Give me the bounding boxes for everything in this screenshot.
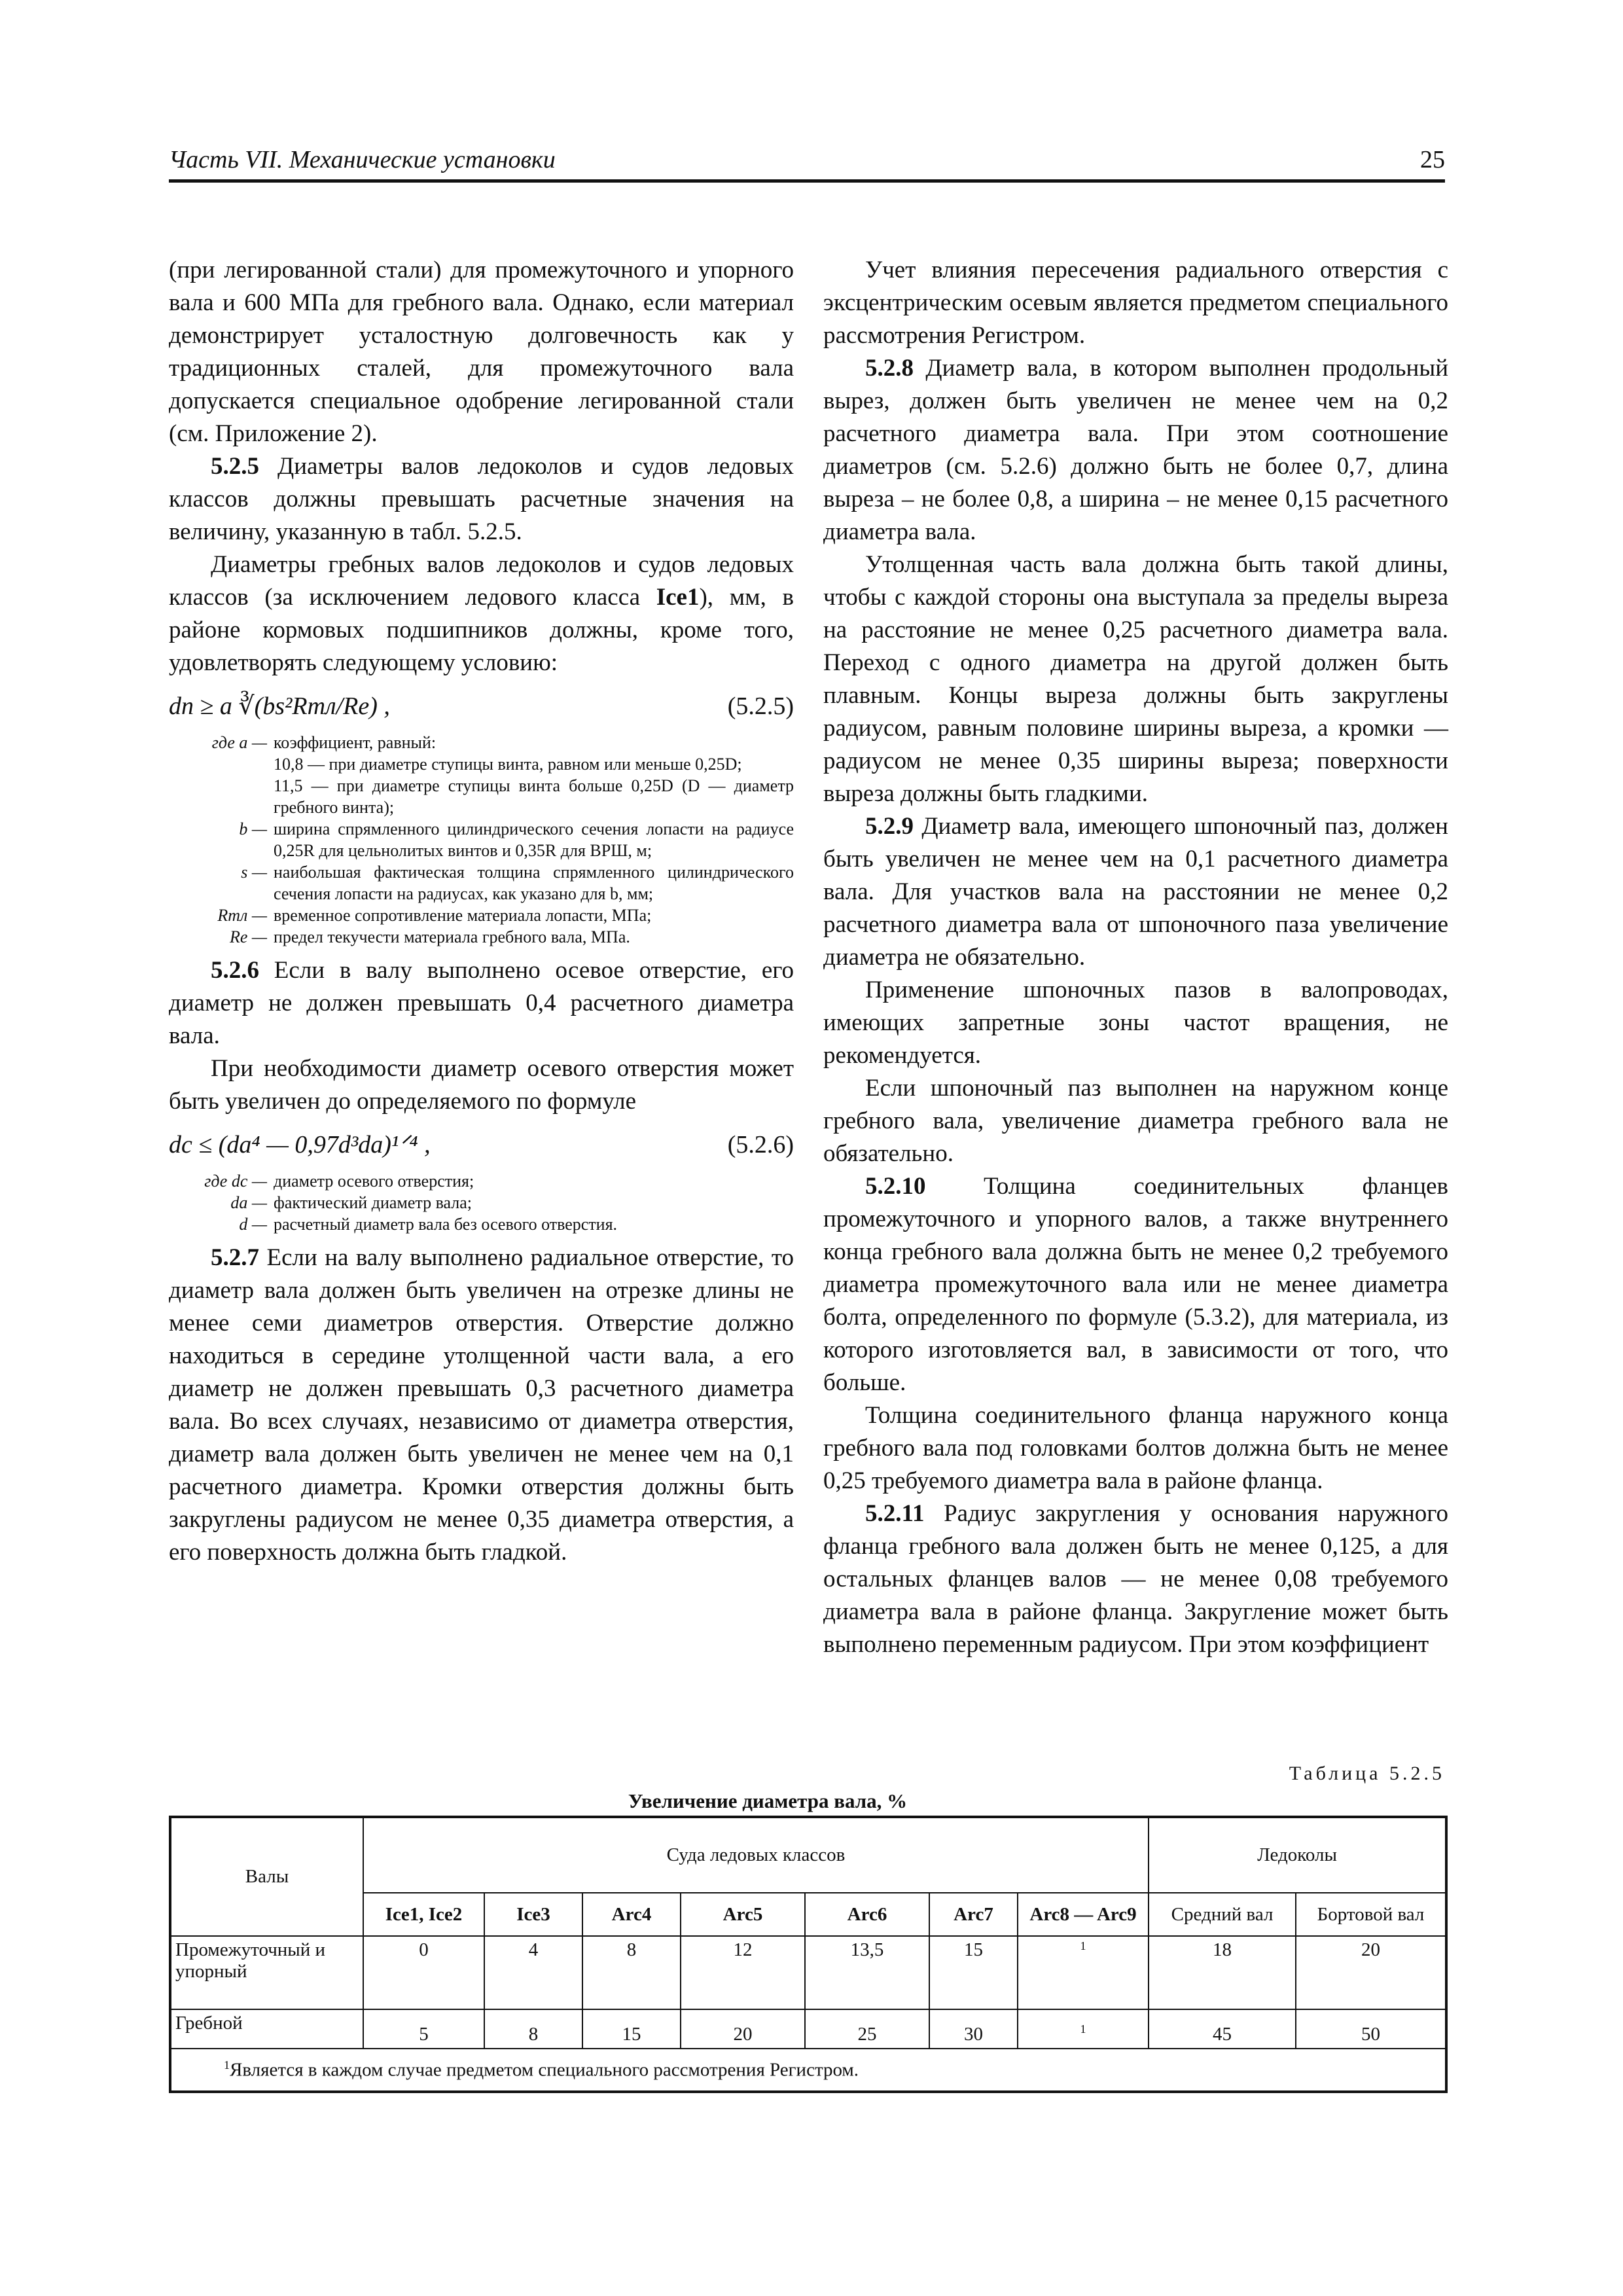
- column-header: Ice3: [484, 1893, 582, 1936]
- group-ice-classes-header: Суда ледовых классов: [363, 1817, 1149, 1893]
- section-number: 5.2.8: [865, 355, 914, 382]
- legend-symbol: Re —: [229, 927, 267, 946]
- legend-text: коэффициент, равный:: [274, 733, 437, 752]
- column-header: Ice1, Ice2: [363, 1893, 484, 1936]
- table-caption: Увеличение диаметра вала, %: [628, 1789, 908, 1812]
- legend-item: [169, 1170, 794, 1192]
- legend-text: временное сопротивление материала лопасти, МПа;: [274, 906, 652, 925]
- table-body: [170, 1936, 1446, 2049]
- paragraph: [169, 548, 794, 679]
- paragraph-text: Диаметры гребных валов ледоколов и судов ледовых классов (за исключением ледового класса: [169, 551, 794, 611]
- table-number: Таблица 5.2.5: [1289, 1763, 1445, 1784]
- page-number: 25: [1420, 146, 1445, 173]
- table-cell: 18: [1149, 1936, 1296, 2009]
- table-cell: 0: [363, 1936, 484, 2009]
- formula-5-2-5: [169, 683, 794, 729]
- legend-item: [169, 1192, 794, 1213]
- footnote-mark: 1: [224, 2058, 230, 2072]
- legend-symbol: Rmл —: [217, 906, 267, 925]
- legend-symbol: b —: [239, 819, 267, 838]
- table-cell: 45: [1149, 2009, 1296, 2049]
- header-title: Часть VII. Механические установки: [169, 146, 556, 173]
- legend-text: расчетный диаметр вала без осевого отверстия.: [274, 1215, 618, 1234]
- legend-item: [169, 926, 794, 948]
- legend-symbol: где a —: [211, 733, 267, 752]
- legend-text: наибольшая фактическая толщина спрямленного цилиндрического сечения лопасти на радиусах, как указано для b, мм;: [274, 863, 794, 903]
- paragraph-5-2-7: [169, 1242, 794, 1569]
- column-header: Arc4: [582, 1893, 681, 1936]
- column-header: Arc8 — Arc9: [1018, 1893, 1149, 1936]
- section-number: 5.2.7: [211, 1244, 259, 1271]
- footnote-text: Является в каждом случае предметом специального рассмотрения Регистром.: [229, 2059, 859, 2081]
- footnote-ref: 1: [1080, 2022, 1086, 2036]
- ice-class-label: Ice1: [656, 584, 700, 611]
- legend-symbol: s —: [241, 863, 267, 882]
- paragraph: Учет влияния пересечения радиального отверстия с эксцентрическим осевым является предметом специального рассмотрения Регистром.: [823, 257, 1448, 349]
- left-column: [169, 254, 794, 1569]
- legend-item: [169, 775, 794, 818]
- row-name: Промежуточный и упорный: [170, 1936, 363, 2009]
- table-row: [170, 2009, 1446, 2049]
- paragraph: Толщина соединительного фланца наружного конца гребного вала под головками болтов должна быть не менее 0,25 требуемого диаметра вала в районе фланца.: [823, 1402, 1448, 1494]
- paragraph: Применение шпоночных пазов в валопроводах, имеющих запретные зоны частот вращения, не рекомендуется.: [823, 977, 1448, 1069]
- table-row: [170, 1936, 1446, 2009]
- table-cell: 30: [929, 2009, 1018, 2049]
- shaft-diameter-table: [169, 1816, 1448, 2093]
- table-cell: 15: [929, 1936, 1018, 2009]
- table-cell: 8: [484, 2009, 582, 2049]
- section-number: 5.2.5: [211, 453, 259, 480]
- paragraph: (при легированной стали) для промежуточного и упорного вала и 600 МПа для гребного вала. Однако, если материал демонстрирует усталостную долговечность как у традиционных сталей, для промежуточного вала допускается специальное одобрение легированной стали (см. Приложение 2).: [169, 257, 794, 447]
- column-header: Arc6: [805, 1893, 929, 1936]
- section-number: 5.2.10: [865, 1173, 926, 1200]
- legend-item: [169, 753, 794, 775]
- legend-item: [169, 1213, 794, 1235]
- legend-item: [169, 861, 794, 905]
- legend-symbol: где dc —: [204, 1172, 267, 1191]
- table-cell: 5: [363, 2009, 484, 2049]
- formula-legend: [169, 732, 794, 948]
- legend-symbol: [169, 753, 274, 775]
- legend-symbol: d —: [239, 1215, 267, 1234]
- legend-text: 10,8 — при диаметре ступицы винта, равном или меньше 0,25D;: [274, 755, 742, 774]
- section-number: 5.2.11: [865, 1500, 925, 1527]
- paragraph-5-2-11: [823, 1498, 1448, 1661]
- formula-legend: [169, 1170, 794, 1235]
- formula-number: (5.2.6): [727, 1131, 794, 1158]
- paragraph-text: ), мм, в районе кормовых подшипников должны, кроме того, удовлетворять следующему условию:: [169, 584, 794, 676]
- paragraph: Утолщенная часть вала должна быть такой длины, чтобы с каждой стороны она выступала за пределы выреза на расстояние не менее 0,25 расчетного диаметра вала. Переход с одного диаметра на другой должен быть плавным. Концы выреза должны быть закруглены радиусом, равным половине ширины выреза, а кромки — радиусом не менее 0,35 ширины выреза; поверхности выреза должны быть гладкими.: [823, 551, 1448, 807]
- paragraph-text: Если на валу выполнено радиальное отверстие, то диаметр вала должен быть увеличен на отрезке длины не менее семи диаметров отверстия. Отверстие должно находиться в середине утолщенной части вала, а его диаметр не должен превышать 0,3 расчетного диаметра вала. Во всех случаях, независимо от диаметра отверстия, диаметр вала должен быть увеличен не менее чем на 0,1 расчетного диаметра. Кромки отверстия должны быть закруглены радиусом не менее 0,35 диаметра отверстия, а его поверхность должна быть гладкой.: [169, 1244, 794, 1566]
- row-name: Гребной: [170, 2009, 363, 2049]
- table-cell: [1018, 1936, 1149, 2009]
- table-cell: 8: [582, 1936, 681, 2009]
- paragraph: Если шпоночный паз выполнен на наружном конце гребного вала, увеличение диаметра гребного вала не обязательно.: [823, 1075, 1448, 1167]
- table-cell: 25: [805, 2009, 929, 2049]
- right-column: [823, 254, 1448, 1661]
- paragraph-5-2-6: [169, 954, 794, 1052]
- table-cell: 12: [681, 1936, 805, 2009]
- page-header: [169, 145, 1445, 183]
- legend-text: фактический диаметр вала;: [274, 1193, 473, 1212]
- table-footnote: [170, 2049, 1446, 2092]
- column-header: Бортовой вал: [1296, 1893, 1446, 1936]
- paragraph-text: Если в валу выполнено осевое отверстие, его диаметр не должен превышать 0,4 расчетного диаметра вала.: [169, 957, 794, 1049]
- formula-expression: dc ≤ (da⁴ — 0,97d³da)¹ᐟ⁴ ,: [169, 1131, 431, 1158]
- paragraph-text: Радиус закругления у основания наружного фланца гребного вала должен быть не менее 0,125, а для остальных фланцев валов — не менее 0,08 требуемого диаметра вала в районе фланца. Закругление может быть выполнено переменным радиусом. При этом коэффициент: [823, 1500, 1448, 1658]
- paragraph-5-2-10: [823, 1170, 1448, 1399]
- formula-expression: dп ≥ a ∛(bs²Rmл/Re) ,: [169, 692, 390, 720]
- legend-item: [169, 905, 794, 926]
- paragraph-text: Диаметр вала, имеющего шпоночный паз, должен быть увеличен не менее чем на 0,1 расчетного диаметра вала. Для участков вала на расстоянии не менее 0,2 расчетного диаметра вала от шпоночного паза увеличение диаметра не обязательно.: [823, 813, 1448, 971]
- col-shafts-header: Валы: [170, 1817, 363, 1936]
- legend-symbol: da —: [230, 1193, 267, 1212]
- legend-text: диаметр осевого отверстия;: [274, 1172, 474, 1191]
- legend-text: ширина спрямленного цилиндрического сечения лопасти на радиусе 0,25R для цельнолитых винтов и 0,35R для ВРШ, м;: [274, 819, 794, 860]
- legend-item: [169, 818, 794, 861]
- table-cell: [1018, 2009, 1149, 2049]
- paragraph-5-2-8: [823, 352, 1448, 548]
- table-cell: 20: [681, 2009, 805, 2049]
- legend-text: предел текучести материала гребного вала, МПа.: [274, 927, 630, 946]
- table-cell: 50: [1296, 2009, 1446, 2049]
- paragraph-text: Толщина соединительных фланцев промежуточного и упорного валов, а также внутреннего конца гребного вала должна быть не менее 0,2 требуемого диаметра промежуточного вала или не менее диаметра болта, определенного по формуле (5.3.2), для материала, из которого изготовляется вал, в зависимости от того, что больше.: [823, 1173, 1448, 1396]
- group-icebreakers-header: Ледоколы: [1149, 1817, 1446, 1893]
- table-cell: 13,5: [805, 1936, 929, 2009]
- paragraph-text: Диаметр вала, в котором выполнен продольный вырез, должен быть увеличен не менее чем на 0,2 расчетного диаметра вала. При этом соотношение диаметров (см. 5.2.6) должно быть не более 0,7, длина выреза – не более 0,8, а ширина – не менее 0,15 расчетного диаметра вала.: [823, 355, 1448, 545]
- column-header: Средний вал: [1149, 1893, 1296, 1936]
- paragraph-5-2-9: [823, 810, 1448, 974]
- footnote-ref: 1: [1080, 1939, 1086, 1952]
- table-5-2-5: [169, 1761, 1445, 2093]
- legend-symbol: [169, 775, 274, 818]
- column-header: Arc7: [929, 1893, 1018, 1936]
- legend-text: 11,5 — при диаметре ступицы винта больше 0,25D (D — диаметр гребного винта);: [274, 776, 794, 817]
- section-number: 5.2.6: [211, 957, 259, 984]
- legend-item: [169, 732, 794, 753]
- formula-5-2-6: [169, 1122, 794, 1168]
- paragraph-text: Диаметры валов ледоколов и судов ледовых классов должны превышать расчетные значения на величину, указанную в табл. 5.2.5.: [169, 453, 794, 545]
- section-number: 5.2.9: [865, 813, 914, 840]
- table-cell: 4: [484, 1936, 582, 2009]
- table-cell: 20: [1296, 1936, 1446, 2009]
- table-cell: 15: [582, 2009, 681, 2049]
- column-header: Arc5: [681, 1893, 805, 1936]
- paragraph-5-2-5: [169, 450, 794, 548]
- formula-number: (5.2.5): [727, 692, 794, 720]
- paragraph: При необходимости диаметр осевого отверстия может быть увеличен до определяемого по формуле: [169, 1055, 794, 1115]
